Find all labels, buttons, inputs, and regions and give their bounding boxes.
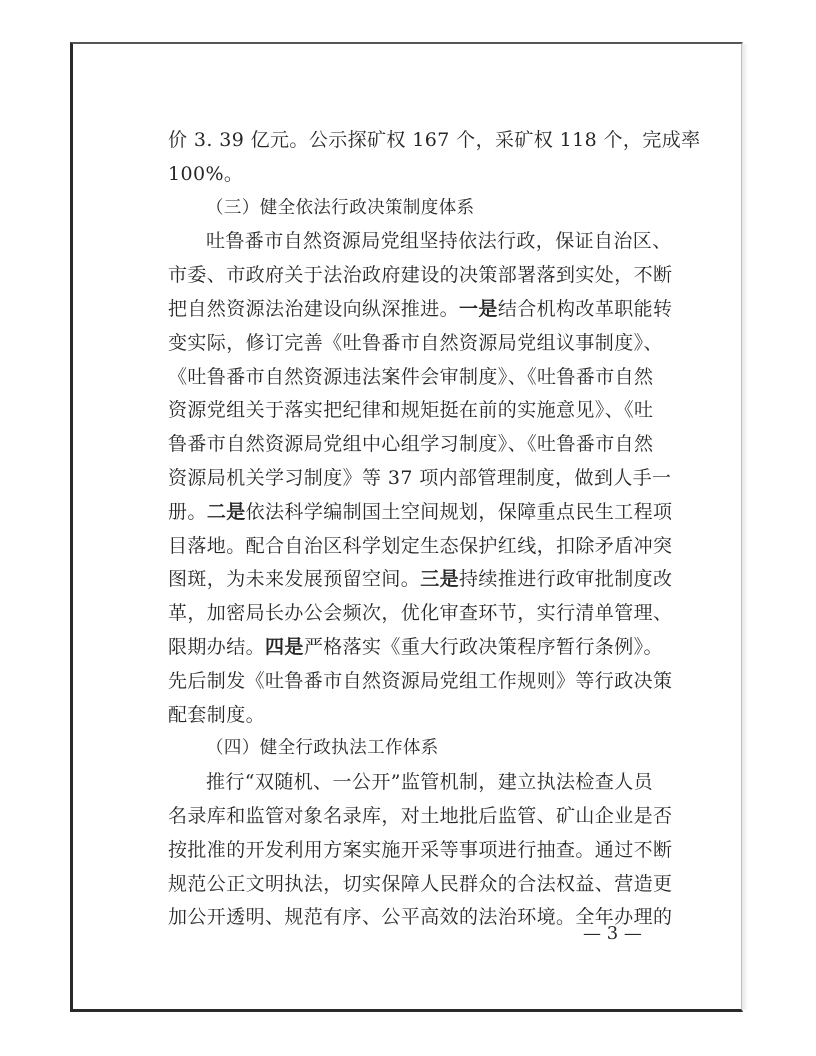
bold-text-run: 二是 [206,500,246,523]
bold-text-run: 一是 [459,297,498,320]
text-run: 名录库和监管对象名录库，对土地批后监管、矿山企业是否 [168,804,673,827]
text-run: 先后制发《吐鲁番市自然资源局党组工作规则》等行政决策 [168,669,673,692]
text-run: 册。 [168,500,207,523]
page-number: — 3 — [583,923,642,944]
body-text-line [168,665,673,699]
body-text-line [168,868,673,902]
body-text-line [168,259,673,293]
text-run: 价 3. 39 亿元。公示探矿权 167 个，采矿权 118 个，完成率 [168,129,701,151]
text-run: 市委、市政府关于法治政府建设的决策部署落到实处，不断 [168,264,673,287]
text-run: 依法科学编制国土空间规划，保障重点民生工程项 [245,500,673,523]
text-run: 严格落实《重大行政决策程序暂行条例》。 [303,635,663,658]
text-run: 100%。 [168,162,244,185]
text-run: 规范公正文明执法，切实保障人民群众的合法权益、营造更 [168,872,673,895]
text-run: 按批准的开发利用方案实施开采等事项进行抽查。通过不断 [168,838,673,861]
body-text-line [168,361,658,395]
bold-text-run: 三是 [420,568,460,591]
text-run: 资源党组关于落实把纪律和规矩挺在前的实施意见》、《吐 [168,399,654,422]
text-run: 《吐鲁番市自然资源违法案件会审制度》、《吐鲁番市自然 [168,365,654,388]
scan-edge-shadow [742,44,748,1010]
text-run: 配套制度。 [168,703,266,726]
body-text-line [168,158,658,192]
text-run: （三）健全依法行政决策制度体系 [206,197,475,218]
body-text-line [168,496,673,530]
text-run: 加公开透明、规范有序、公平高效的法治环境。全年办理的 [168,906,673,929]
body-text-line [168,462,672,496]
bold-text-run: 四是 [265,635,304,658]
text-run: 持续推进行政审批制度改 [459,568,673,591]
body-text-line [168,428,658,462]
document-body [168,124,701,935]
text-run: 资源局机关学习制度》等 37 项内部管理制度，做到人手一 [168,466,672,489]
text-run: （四）健全行政执法工作体系 [206,738,439,759]
text-run: 推行“双随机、一公开”监管机制，建立执法检查人员 [206,771,654,794]
section-heading [168,192,658,226]
section-heading [168,732,658,766]
body-text-line [168,225,672,259]
body-text-line [168,834,673,868]
body-text-line [168,327,663,361]
text-run: 图斑，为未来发展预留空间。 [168,568,421,591]
text-run: 吐鲁番市自然资源局党组坚持依法行政，保证自治区、 [206,230,672,253]
body-text-line [168,800,673,834]
body-text-line [168,631,663,665]
text-run: 鲁番市自然资源局党组中心组学习制度》、《吐鲁番市自然 [168,433,654,456]
text-run: 结合机构改革职能转 [497,297,673,320]
text-run: 目落地。配合自治区科学划定生态保护红线，扣除矛盾冲突 [168,534,673,557]
body-text-line [168,293,673,327]
body-text-line [168,394,658,428]
body-text-line [168,766,658,800]
body-text-line [168,699,658,733]
text-run: 限期办结。 [168,635,266,658]
body-text-line [168,563,673,597]
text-run: 革，加密局长办公会频次，优化审查环节，实行清单管理、 [168,602,673,625]
body-text-line [168,597,673,631]
text-run: 变实际，修订完善《吐鲁番市自然资源局党组议事制度》、 [168,331,663,354]
body-text-line [168,124,701,158]
body-text-line [168,530,673,564]
text-run: 把自然资源法治建设向纵深推进。 [168,297,460,320]
